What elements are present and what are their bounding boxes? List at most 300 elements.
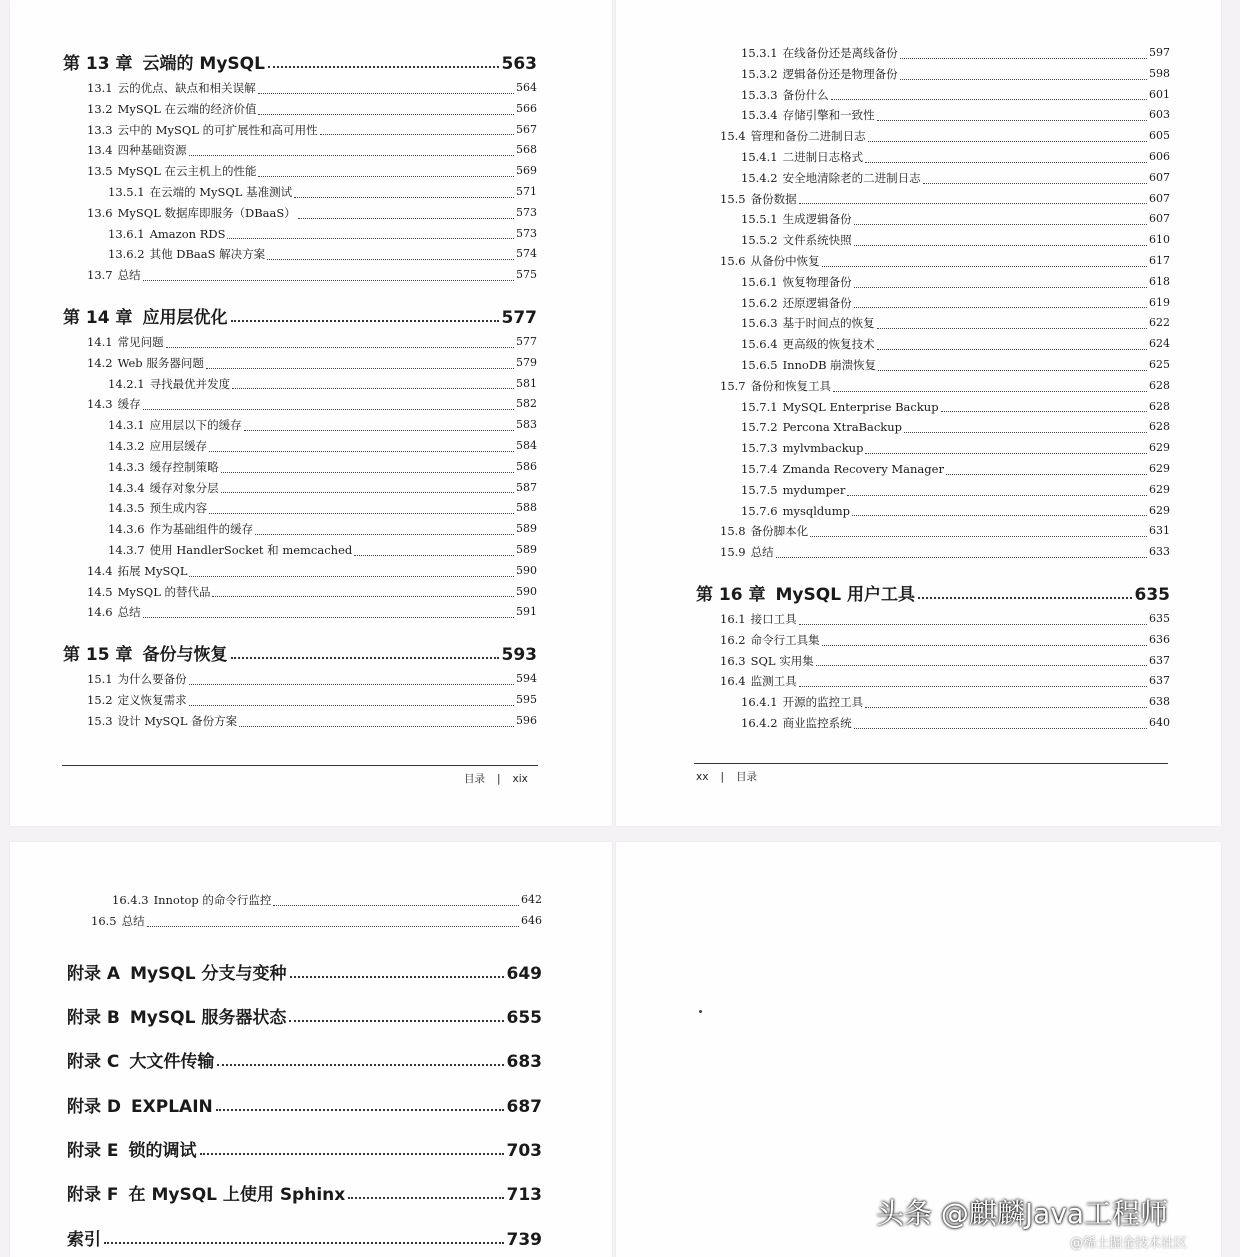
section-title: 备份数据 (750, 191, 797, 206)
section-number: 14.3.7 (108, 542, 145, 557)
section-number: 13.6.1 (108, 226, 145, 241)
toc-entry (696, 334, 1170, 355)
section-number: 14.6 (87, 605, 113, 620)
page-number: 594 (516, 672, 537, 686)
footer-rule (694, 763, 1168, 764)
appendix-heading (67, 1117, 542, 1161)
dot-leader (258, 175, 514, 177)
toc-entry (696, 126, 1170, 147)
section-number: 15.7.4 (741, 461, 778, 476)
appendix-page-number: 739 (506, 1229, 542, 1250)
dot-leader (904, 431, 1147, 433)
appendix-page-number: 683 (506, 1052, 542, 1073)
dot-leader (212, 595, 514, 597)
section-title: 文件系统快照 (782, 233, 852, 248)
page-number: 617 (1149, 253, 1170, 267)
toc-entry (63, 690, 537, 711)
watermark: 头条 @麒麟Java工程师 (876, 1197, 1169, 1230)
page-number: 636 (1149, 632, 1170, 646)
dot-leader (104, 1241, 504, 1244)
toc-entry (696, 189, 1170, 210)
section-number: 16.4.3 (112, 893, 149, 907)
section-number: 15.3.4 (741, 108, 778, 123)
section-number: 15.7.1 (741, 399, 778, 414)
section-title: 应用层以下的缓存 (149, 418, 242, 433)
dot-leader (946, 473, 1147, 475)
page-number: 582 (516, 397, 537, 411)
section-number: 15.1 (87, 672, 113, 687)
toc-entry (696, 521, 1170, 542)
toc-entry (696, 209, 1170, 230)
section-title: 监测工具 (750, 674, 797, 689)
dot-leader (831, 98, 1147, 100)
page-number: 628 (1149, 399, 1170, 413)
appendix-label: 附录 B (67, 1008, 120, 1029)
dot-leader (217, 1063, 503, 1066)
appendix-label: 附录 A (67, 963, 121, 984)
page-number: 633 (1149, 545, 1170, 559)
footer-label: 目录 (735, 771, 757, 783)
toc-entry (63, 457, 537, 478)
dot-leader (822, 265, 1147, 267)
toc-entry (696, 609, 1170, 630)
section-title: 命令行工具集 (750, 632, 820, 647)
section-title: SQL 实用集 (750, 653, 814, 668)
section-number: 15.9 (720, 545, 746, 560)
section-number: 14.3.3 (108, 459, 145, 474)
page-number: 624 (1149, 337, 1170, 351)
page-number: 631 (1149, 524, 1170, 538)
page-number: 637 (1149, 674, 1170, 688)
section-title: InnoDB 崩溃恢复 (782, 357, 877, 372)
toc-entry (696, 168, 1170, 189)
toc-entry (63, 353, 537, 374)
toc-page-appendices (10, 842, 612, 1257)
toc-entry (63, 203, 537, 224)
section-title: 缓存对象分层 (149, 480, 219, 495)
dot-leader (239, 725, 514, 727)
dot-leader (854, 727, 1147, 729)
toc-entry (63, 519, 537, 540)
section-title: 缓存控制策略 (149, 459, 219, 474)
page-number: 589 (516, 522, 537, 536)
toc-entry (63, 478, 537, 499)
section-title: MySQL 在云主机上的性能 (117, 164, 257, 179)
page-number: 591 (516, 605, 537, 619)
section-title: 逻辑备份还是物理备份 (782, 66, 898, 81)
dot-leader (189, 683, 514, 685)
page-number: 642 (521, 893, 542, 906)
page-number: 574 (516, 247, 537, 261)
dot-leader (200, 1152, 504, 1155)
section-number: 15.4 (720, 129, 746, 144)
toc-entry (63, 99, 537, 120)
page-number: 583 (516, 418, 537, 432)
dot-leader (799, 623, 1147, 625)
section-title: 拓展 MySQL (117, 563, 188, 578)
dot-leader (877, 119, 1147, 121)
toc-entry (696, 438, 1170, 459)
section-title: Amazon RDS (149, 226, 226, 241)
section-title: 管理和备份二进制日志 (750, 129, 866, 144)
section-title: 寻找最优并发度 (149, 376, 231, 391)
dot-leader (209, 450, 514, 452)
footer-page-number: xx (696, 771, 709, 783)
dot-leader (854, 244, 1147, 246)
section-number: 15.6.2 (741, 295, 778, 310)
dot-leader (854, 286, 1147, 288)
section-title: 备份和恢复工具 (750, 378, 832, 393)
dot-leader (255, 533, 514, 535)
section-title: 二进制日志格式 (782, 149, 864, 164)
section-title: mylvmbackup (782, 441, 864, 456)
page-number: 573 (516, 226, 537, 240)
section-title: MySQL 的替代品 (117, 584, 211, 599)
section-title: 为什么要备份 (117, 672, 187, 687)
section-number: 15.6.5 (741, 357, 778, 372)
page-number: 564 (516, 81, 537, 94)
chapter-title: MySQL 用户工具 (775, 584, 915, 605)
scan-speck (699, 1010, 702, 1013)
page-footer (696, 769, 757, 784)
toc-entry (63, 711, 537, 732)
chapter-heading (63, 298, 537, 328)
section-title: 云中的 MySQL 的可扩展性和高可用性 (117, 122, 318, 137)
section-title: 在云端的 MySQL 基准测试 (149, 184, 293, 199)
page-number: 629 (1149, 482, 1170, 496)
section-title: 备份脚本化 (750, 524, 809, 539)
section-number: 15.4.2 (741, 170, 778, 185)
section-number: 15.6 (720, 253, 746, 268)
chapter-label: 第 13 章 (63, 54, 133, 74)
toc-page-xix (10, 0, 612, 826)
chapter-page-number: 593 (501, 645, 537, 666)
dot-leader (189, 704, 514, 706)
page-number: 596 (516, 713, 537, 727)
section-number: 13.1 (87, 81, 113, 95)
appendix-heading (67, 1072, 542, 1116)
toc-entry (63, 669, 537, 690)
section-number: 13.5.1 (108, 184, 145, 199)
section-title: 安全地清除老的二进制日志 (782, 170, 921, 185)
dot-leader (348, 1196, 503, 1199)
page-number: 646 (521, 913, 542, 927)
section-title: 其他 DBaaS 解决方案 (149, 247, 266, 262)
page-number: 573 (516, 205, 537, 219)
dot-leader (941, 410, 1147, 412)
toc-entry (63, 582, 537, 603)
dot-leader (147, 925, 519, 927)
toc-entry (63, 78, 537, 99)
toc-entry (63, 161, 537, 182)
dot-leader (231, 319, 499, 322)
page-number: 629 (1149, 503, 1170, 517)
footer-separator: | (497, 773, 501, 785)
dot-leader (166, 346, 514, 348)
section-number: 15.6.3 (741, 316, 778, 331)
page-number: 638 (1149, 695, 1170, 709)
section-number: 16.2 (720, 632, 746, 647)
section-number: 13.2 (87, 101, 113, 116)
section-title: 接口工具 (750, 611, 797, 626)
page-number: 607 (1149, 170, 1170, 184)
page-number: 590 (516, 584, 537, 598)
page-number: 629 (1149, 441, 1170, 455)
dot-leader (918, 596, 1132, 599)
toc-entry (696, 376, 1170, 397)
page-number: 637 (1149, 653, 1170, 667)
dot-leader (877, 348, 1147, 350)
toc-entry (696, 272, 1170, 293)
page-number: 588 (516, 501, 537, 515)
section-title: MySQL 在云端的经济价值 (117, 101, 257, 116)
section-number: 15.2 (87, 692, 113, 707)
dot-leader (878, 369, 1147, 371)
chapter-heading (63, 44, 537, 74)
section-title: 使用 HandlerSocket 和 memcached (149, 542, 353, 557)
page-number: 640 (1149, 715, 1170, 729)
toc-entry (696, 630, 1170, 651)
toc-entry (696, 293, 1170, 314)
section-number: 16.4 (720, 674, 746, 689)
spacer (67, 932, 542, 940)
dot-leader (833, 390, 1147, 392)
section-number: 16.1 (720, 611, 746, 626)
toc-entry (696, 85, 1170, 106)
dot-leader (267, 258, 514, 260)
dot-leader (294, 196, 514, 198)
dot-leader (822, 644, 1147, 646)
dot-leader (221, 471, 514, 473)
dot-leader (258, 113, 514, 115)
toc-entry (696, 671, 1170, 692)
dot-leader (865, 452, 1147, 454)
dot-leader (143, 616, 514, 618)
toc-entry (67, 890, 542, 911)
section-number: 15.7.6 (741, 503, 778, 518)
page-number: 628 (1149, 378, 1170, 392)
section-number: 14.1 (87, 334, 113, 349)
dot-leader (868, 140, 1147, 142)
section-title: 基于时间点的恢复 (782, 316, 875, 331)
section-number: 15.6.1 (741, 274, 778, 289)
section-title: 备份什么 (782, 87, 829, 102)
dot-leader (865, 706, 1147, 708)
page-number: 569 (516, 164, 537, 178)
section-title: 应用层缓存 (149, 438, 208, 453)
page-number: 581 (516, 376, 537, 390)
section-title: 总结 (750, 545, 774, 560)
toc-entry (696, 713, 1170, 734)
appendix-title: 在 MySQL 上使用 Sphinx (128, 1185, 346, 1206)
chapter-heading (63, 635, 537, 665)
section-number: 13.7 (87, 268, 113, 283)
page-number: 622 (1149, 316, 1170, 330)
section-number: 14.3.6 (108, 522, 145, 537)
dot-leader (799, 685, 1147, 687)
page-number: 571 (516, 184, 537, 198)
chapter-heading (696, 575, 1170, 605)
page-number: 589 (516, 542, 537, 556)
dot-leader (216, 1108, 504, 1111)
appendix-title: EXPLAIN (131, 1096, 213, 1117)
section-title: 从备份中恢复 (750, 253, 820, 268)
chapter-page-number: 635 (1134, 584, 1170, 605)
dot-leader (289, 1019, 503, 1022)
section-title: Percona XtraBackup (782, 420, 903, 435)
section-number: 14.3.2 (108, 438, 145, 453)
toc-entry (63, 182, 537, 203)
section-title: 还原逻辑备份 (782, 295, 852, 310)
page-number: 605 (1149, 129, 1170, 143)
page-footer (464, 771, 528, 786)
dot-leader (799, 202, 1147, 204)
section-number: 16.5 (91, 913, 117, 928)
toc-entry (63, 224, 537, 245)
section-title: 恢复物理备份 (782, 274, 852, 289)
toc-entry (696, 251, 1170, 272)
section-number: 14.5 (87, 584, 113, 599)
toc-entry (63, 140, 537, 161)
appendix-heading (67, 984, 542, 1028)
page-number: 575 (516, 268, 537, 282)
dot-leader (847, 494, 1147, 496)
appendix-label: 附录 C (67, 1052, 120, 1073)
section-number: 13.5 (87, 164, 113, 179)
toc-entry (696, 43, 1170, 64)
section-number: 14.3.1 (108, 418, 145, 433)
chapter-label: 第 15 章 (63, 645, 133, 666)
toc-entry (696, 459, 1170, 480)
toc-entry (63, 244, 537, 265)
page-number: 635 (1149, 611, 1170, 625)
toc-page-xx (616, 0, 1221, 826)
dot-leader (258, 92, 514, 94)
section-number: 14.3.4 (108, 480, 145, 495)
toc-entry (696, 651, 1170, 672)
section-number: 14.3.5 (108, 501, 145, 516)
section-number: 15.3.1 (741, 46, 778, 60)
chapter-title: 备份与恢复 (142, 645, 228, 666)
appendix-title: 锁的调试 (128, 1141, 197, 1162)
section-title: mydumper (782, 482, 846, 497)
appendix-page-number: 655 (506, 1008, 542, 1029)
footer-separator: | (720, 771, 724, 783)
toc-entry (63, 374, 537, 395)
toc-entry (696, 64, 1170, 85)
section-title: 云的优点、缺点和相关误解 (117, 81, 256, 95)
section-title: MySQL 数据库即服务（DBaaS） (117, 205, 296, 220)
footer-rule (62, 765, 538, 766)
section-number: 16.3 (720, 653, 746, 668)
section-number: 15.4.1 (741, 149, 778, 164)
dot-leader (206, 367, 514, 369)
section-number: 15.7.3 (741, 441, 778, 456)
dot-leader (189, 575, 514, 577)
page-number: 601 (1149, 87, 1170, 101)
dot-leader (268, 65, 499, 68)
appendix-heading (67, 1205, 542, 1249)
chapter-title: 云端的 MySQL (142, 54, 265, 74)
section-title: 开源的监控工具 (782, 695, 864, 710)
page-number: 586 (516, 459, 537, 473)
appendix-page-number: 703 (506, 1141, 542, 1162)
toc-list (696, 43, 1170, 734)
page-number: 567 (516, 122, 537, 136)
section-title: Innotop 的命令行监控 (153, 893, 272, 907)
page-number: 598 (1149, 66, 1170, 80)
chapter-page-number: 563 (501, 54, 537, 74)
dot-leader (227, 237, 514, 239)
section-number: 15.3 (87, 713, 113, 728)
toc-entry (63, 120, 537, 141)
toc-entry (63, 436, 537, 457)
section-title: 生成逻辑备份 (782, 212, 852, 227)
section-title: 设计 MySQL 备份方案 (117, 713, 238, 728)
chapter-title: 应用层优化 (142, 307, 228, 328)
toc-entry (696, 230, 1170, 251)
section-number: 14.4 (87, 563, 113, 578)
section-number: 14.2.1 (108, 376, 145, 391)
section-title: 存储引擎和一致性 (782, 108, 875, 123)
page-number: 619 (1149, 295, 1170, 309)
section-number: 15.5.1 (741, 212, 778, 227)
toc-entry (63, 415, 537, 436)
toc-entry (696, 417, 1170, 438)
section-number: 15.7 (720, 378, 746, 393)
section-title: 预生成内容 (149, 501, 208, 516)
page-number: 607 (1149, 212, 1170, 226)
section-title: 在线备份还是离线备份 (782, 46, 898, 60)
page-number: 625 (1149, 357, 1170, 371)
footer-label: 目录 (464, 773, 485, 785)
appendix-title: MySQL 分支与变种 (130, 963, 287, 984)
section-number: 14.2 (87, 355, 113, 370)
dot-leader (231, 656, 499, 659)
page-number: 628 (1149, 420, 1170, 434)
section-title: mysqldump (782, 503, 850, 518)
dot-leader (852, 514, 1147, 516)
page-number: 607 (1149, 191, 1170, 205)
page-number: 597 (1149, 46, 1170, 59)
page-number: 606 (1149, 149, 1170, 163)
dot-leader (290, 975, 504, 978)
toc-entry (63, 394, 537, 415)
section-title: 总结 (121, 913, 145, 928)
dot-leader (810, 535, 1147, 537)
section-number: 15.8 (720, 524, 746, 539)
page-number: 590 (516, 563, 537, 577)
appendix-title: 索引 (67, 1229, 101, 1250)
appendix-label: 附录 F (67, 1185, 119, 1206)
footer-page-number: xix (512, 773, 528, 785)
toc-entry (63, 332, 537, 353)
appendix-title: 大文件传输 (129, 1052, 215, 1073)
section-title: 定义恢复需求 (117, 692, 187, 707)
appendix-heading (67, 1161, 542, 1205)
chapter-page-number: 577 (501, 307, 537, 328)
dot-leader (354, 554, 514, 556)
page-number: 587 (516, 480, 537, 494)
section-number: 15.7.5 (741, 482, 778, 497)
dot-leader (143, 279, 514, 281)
page-number: 579 (516, 355, 537, 369)
dot-leader (244, 429, 514, 431)
dot-leader (923, 182, 1147, 184)
section-title: Web 服务器问题 (117, 355, 204, 370)
page-number: 610 (1149, 233, 1170, 247)
section-title: 缓存 (117, 397, 141, 412)
